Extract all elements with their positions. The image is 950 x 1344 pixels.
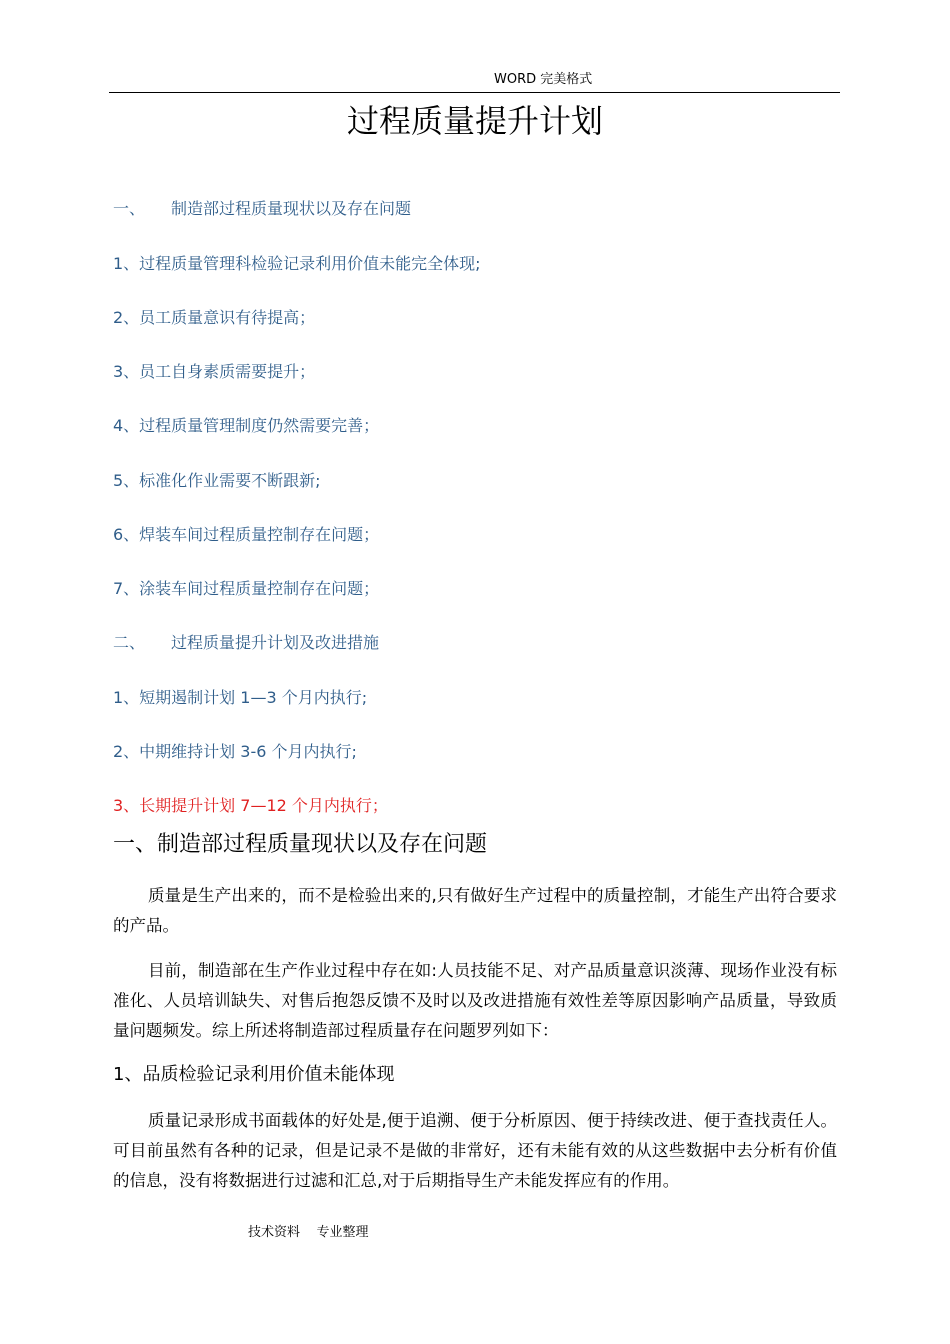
toc-item-highlighted[interactable]: 3、长期提升计划 7—12 个月内执行；	[113, 796, 388, 815]
toc-item[interactable]: 1、过程质量管理科检验记录利用价值未能完全体现;	[113, 254, 481, 273]
toc-item[interactable]: 5、标准化作业需要不断跟新;	[113, 471, 321, 490]
toc-section-1-label: 制造部过程质量现状以及存在问题	[171, 199, 412, 218]
toc-item[interactable]: 2、员工质量意识有待提高；	[113, 308, 316, 327]
sub-heading: 1、品质检验记录利用价值未能体现	[113, 1064, 395, 1085]
toc-section-2[interactable]	[113, 631, 379, 655]
toc-item[interactable]: 7、涂装车间过程质量控制存在问题；	[113, 579, 380, 598]
body-paragraph: 质量是生产出来的，而不是检验出来的,只有做好生产过程中的质量控制，才能生产出符合要求的产品。	[113, 886, 837, 935]
toc-section-2-number: 二、	[113, 633, 146, 652]
body-paragraph: 目前，制造部在生产作业过程中存在如:人员技能不足、对产品质量意识淡薄、现场作业没有标准化、人员培训缺失、对售后抱怨反馈不及时以及改进措施有效性差等原因影响产品质量，导致质量问题频发。综上所述将制造部过程质量存在问题罗列如下：	[113, 961, 837, 1040]
toc-section-1-number: 一、	[113, 199, 146, 218]
document-title: 过程质量提升计划	[346, 102, 603, 140]
toc-item[interactable]: 1、短期遏制计划 1—3 个月内执行;	[113, 688, 368, 707]
section-heading: 一、制造部过程质量现状以及存在问题	[113, 832, 488, 857]
toc-item[interactable]: 4、过程质量管理制度仍然需要完善；	[113, 416, 380, 435]
toc-item[interactable]: 6、焊装车间过程质量控制存在问题；	[113, 525, 380, 544]
page-header-text: WORD 完美格式	[494, 72, 593, 87]
toc-section-1[interactable]	[113, 197, 411, 221]
toc-item[interactable]: 3、员工自身素质需要提升；	[113, 362, 316, 381]
toc-section-2-label: 过程质量提升计划及改进措施	[171, 633, 380, 652]
body-paragraph: 质量记录形成书面载体的好处是,便于追溯、便于分析原因、便于持续改进、便于查找责任人。可目前虽然有各种的记录，但是记录不是做的非常好，还有未能有效的从这些数据中去分析有价值的信息，没有将数据进行过滤和汇总,对于后期指导生产未能发挥应有的作用。	[113, 1111, 837, 1190]
toc-item[interactable]: 2、中期维持计划 3-6 个月内执行;	[113, 742, 357, 761]
page-footer-text: 技术资料 专业整理	[248, 1225, 369, 1240]
header-divider	[109, 92, 840, 93]
